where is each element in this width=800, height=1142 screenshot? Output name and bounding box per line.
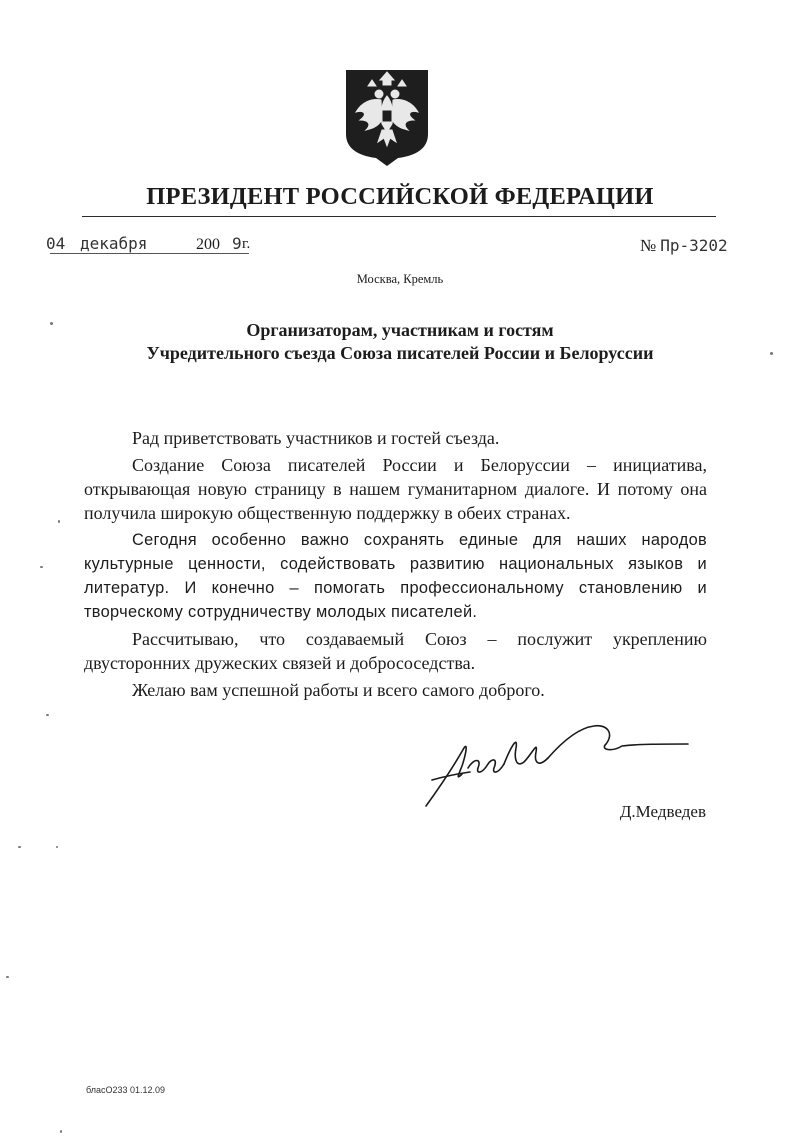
letter-number: [640, 236, 760, 258]
number-sign: №: [640, 236, 657, 255]
year-underline: [231, 253, 249, 254]
body-paragraph: Создание Союза писателей России и Белоруссии – инициатива, открывающая новую страницу в нашем гуманитарном диалоге. И потому она получила широкую общественную поддержку в обеих странах.: [84, 455, 707, 523]
russia-coat-of-arms-icon: [344, 68, 430, 168]
paper-speck: [18, 846, 21, 848]
paper-speck: [50, 322, 53, 325]
paper-speck: [770, 352, 773, 355]
addressee-line-2: Учредительного съезда Союза писателей России и Белоруссии: [146, 343, 654, 363]
signer-name: Д.Медведев: [619, 802, 706, 821]
letter-date: [46, 234, 306, 258]
body-paragraph: Желаю вам успешной работы и всего самого доброго.: [132, 680, 545, 700]
handwritten-signature-icon: [412, 714, 692, 814]
year-prefix: 200: [196, 236, 220, 253]
header-divider: [82, 216, 716, 217]
paper-speck: [46, 714, 49, 716]
paper-speck: [40, 566, 43, 568]
paper-speck: [6, 976, 9, 978]
paper-speck: [60, 1130, 62, 1133]
organization-title: ПРЕЗИДЕНТ РОССИЙСКОЙ ФЕДЕРАЦИИ: [146, 183, 654, 210]
letter-body: [84, 426, 707, 702]
addressee: [0, 319, 800, 365]
paper-speck: [58, 520, 60, 523]
form-code: бласО233 01.12.09: [86, 1085, 166, 1095]
paper-speck: [56, 846, 58, 848]
place-of-issue: Москва, Кремль: [356, 272, 444, 286]
body-paragraph: Сегодня особенно важно сохранять единые для наших народов культурные ценности, содействовать развитию национальных языков и литератур. И конечно – помогать профессиональному становлению и творческому сотрудничеству молодых писателей.: [84, 531, 707, 621]
number-value: Пр-3202: [660, 236, 728, 255]
date-month: декабря: [80, 234, 148, 253]
date-day: 04: [46, 234, 66, 253]
body-paragraph: Рад приветствовать участников и гостей съезда.: [132, 428, 500, 448]
body-paragraph: Рассчитываю, что создаваемый Союз – послужит укреплению двусторонних дружеских связей и добрососедства.: [84, 629, 707, 673]
addressee-line-1: Организаторам, участникам и гостям: [246, 320, 554, 340]
year-digit: 9: [232, 234, 242, 253]
year-suffix: г.: [242, 236, 251, 252]
